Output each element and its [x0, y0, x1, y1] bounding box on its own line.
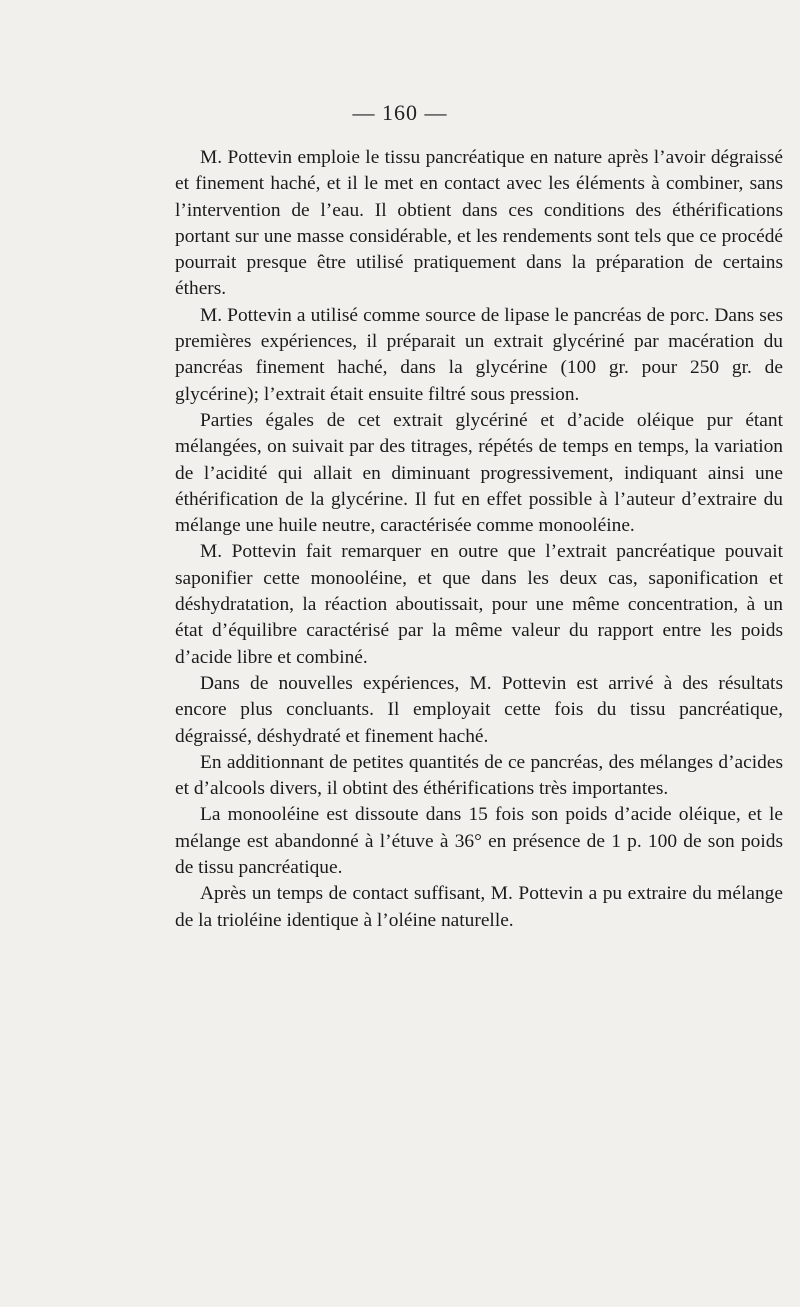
paragraph-1: M. Pottevin emploie le tissu pancréatique en nature après l’avoir dégraissé et finement haché, et il le met en contact avec les éléments à combiner, sans l’intervention de l’eau. Il obtient dans ces conditions des éthérifications portant sur une masse considérable, et les rendements sont tels que ce procédé pourrait presque être utilisé pratiquement dans la préparation de certains éthers.	[175, 147, 783, 300]
body-text	[175, 145, 783, 934]
paragraph-5: Dans de nouvelles expériences, M. Pottevin est arrivé à des résultats encore plus concluants. Il employait cette fois du tissu pancréatique, dégraissé, déshydraté et finement haché.	[175, 672, 783, 747]
paragraph-6: En additionnant de petites quantités de ce pancréas, des mélanges d’acides et d’alcools divers, il obtint des éthérifications très importantes.	[175, 751, 783, 800]
paragraph-3: Parties égales de cet extrait glycériné et d’acide oléique pur étant mélangées, on suivait par des titrages, répétés de temps en temps, la variation de l’acidité qui allait en diminuant progressivement, indiquant ainsi une éthérification de la glycérine. Il fut en effet possible à l’auteur d’extraire du mélange une huile neutre, caractérisée comme monooléine.	[175, 409, 783, 537]
paragraph-7: La monooléine est dissoute dans 15 fois son poids d’acide oléique, et le mélange est abandonné à l’étuve à 36° en présence de 1 p. 100 de son poids de tissu pancréatique.	[175, 804, 783, 879]
paragraph-4: M. Pottevin fait remarquer en outre que l’extrait pancréatique pouvait saponifier cette monooléine, et que dans les deux cas, saponification et déshydratation, la réaction aboutissait, pour une même concentration, à un état d’équilibre caractérisé par la même valeur du rapport entre les poids d’acide libre et combiné.	[175, 541, 783, 668]
paragraph-8: Après un temps de contact suffisant, M. Pottevin a pu extraire du mélange de la trioléine identique à l’oléine naturelle.	[175, 883, 783, 931]
page-number: — 160 —	[352, 100, 448, 125]
paragraph-2: M. Pottevin a utilisé comme source de lipase le pancréas de porc. Dans ses premières expériences, il préparait un extrait glycériné par macération du pancréas finement haché, dans la glycérine (100 gr. pour 250 gr. de glycérine); l’extrait était ensuite filtré sous pression.	[175, 304, 783, 405]
